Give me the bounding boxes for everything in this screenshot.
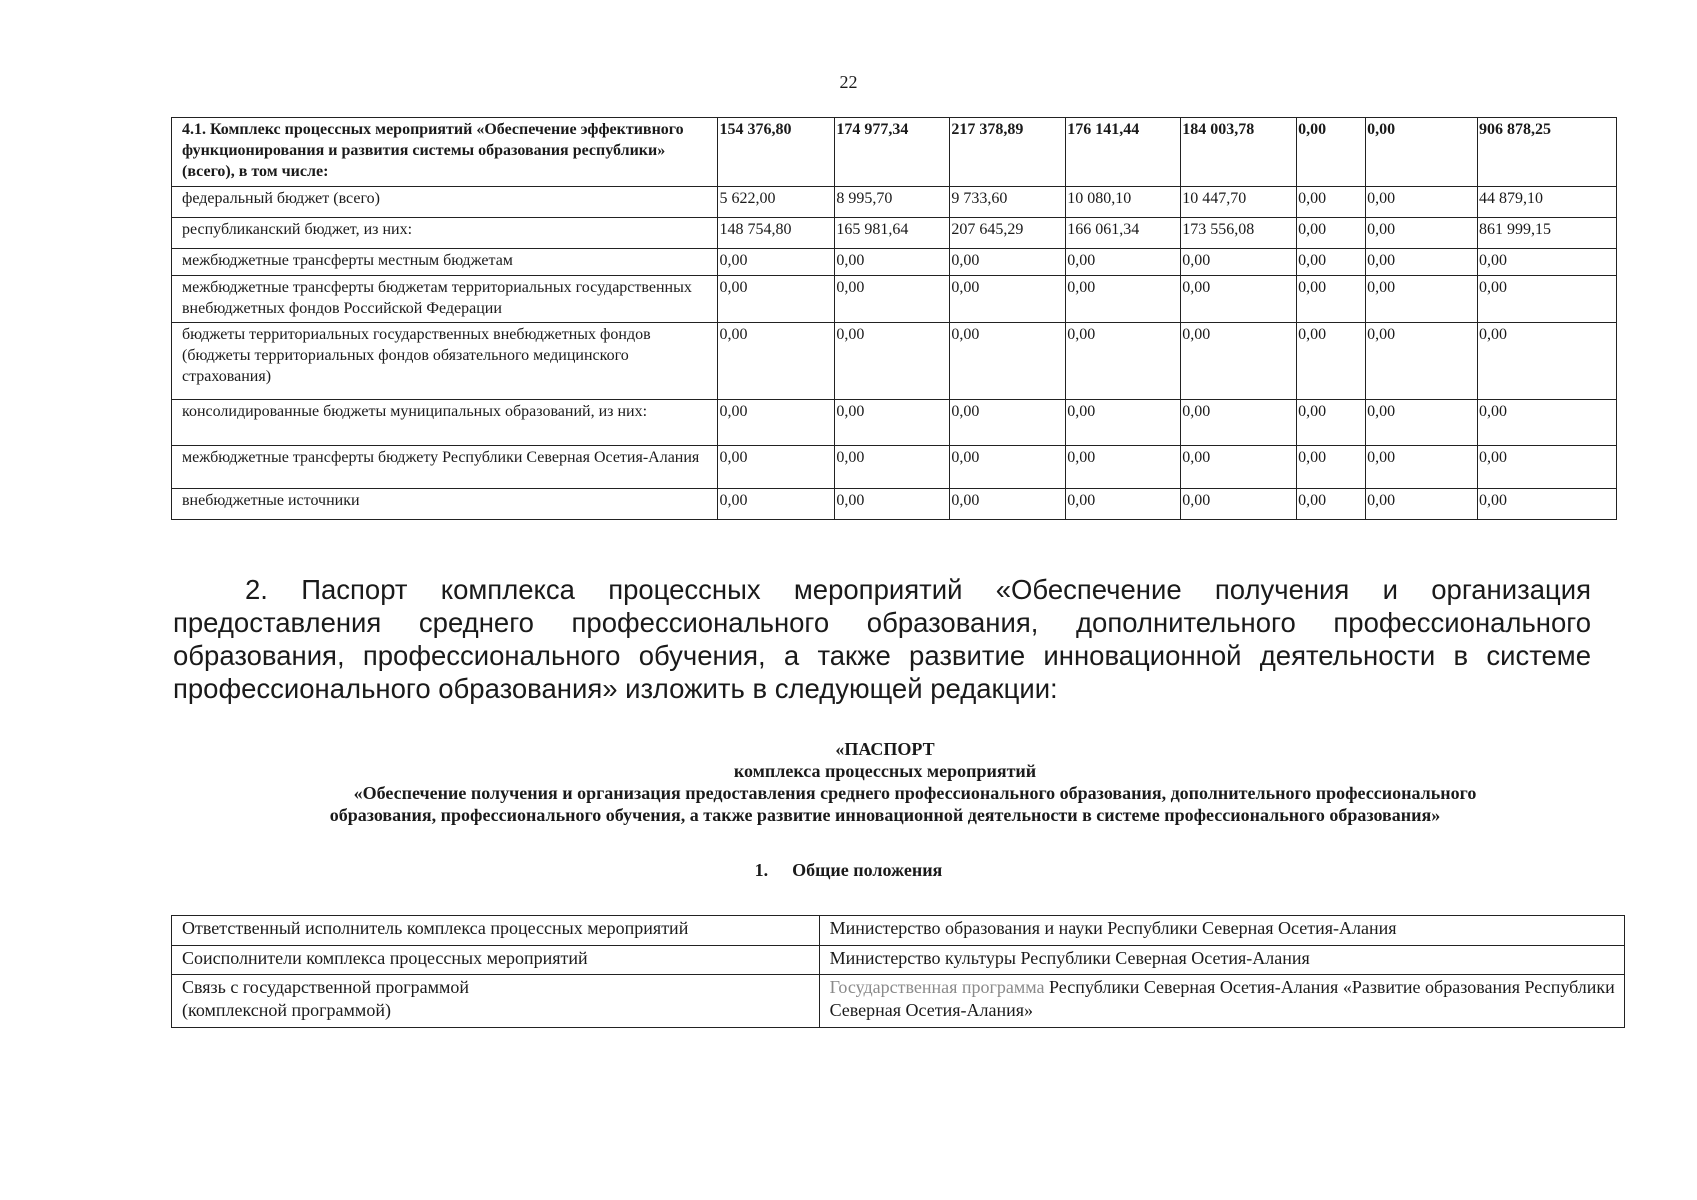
row-value	[819, 975, 1624, 1028]
row-value: 0,00	[950, 249, 1066, 276]
row-value: 0,00	[1066, 323, 1181, 400]
row-label: межбюджетные трансферты местным бюджетам	[172, 249, 718, 276]
table-row	[172, 400, 1617, 446]
row-value: 10 080,10	[1066, 187, 1181, 218]
row-value: 0,00	[950, 323, 1066, 400]
row-value: 906 878,25	[1478, 118, 1617, 187]
table-row	[172, 187, 1617, 218]
row-value: 0,00	[718, 446, 835, 489]
row-value: 0,00	[1297, 118, 1366, 187]
row-value: 0,00	[1181, 249, 1297, 276]
general-provisions-table	[171, 915, 1625, 1028]
row-label: внебюджетные источники	[172, 489, 718, 520]
section-title-text: Общие положения	[792, 860, 943, 880]
row-value: 154 376,80	[718, 118, 835, 187]
row-value: 0,00	[718, 489, 835, 520]
row-value: 8 995,70	[835, 187, 950, 218]
row-value: 0,00	[1297, 275, 1366, 323]
row-value: 0,00	[835, 489, 950, 520]
row-label: Соисполнители комплекса процессных мероприятий	[172, 946, 820, 975]
passport-name-line-2: образования, профессионального обучения, а также развитие инновационной деятельности в системе профессионального образования»	[329, 805, 1441, 825]
row-label: межбюджетные трансферты бюджету Республики Северная Осетия-Алания	[172, 446, 718, 489]
row-value: 0,00	[1366, 218, 1478, 249]
row-value: 0,00	[835, 275, 950, 323]
row-value: Министерство образования и науки Республики Северная Осетия-Алания	[819, 916, 1624, 946]
row-value: 148 754,80	[718, 218, 835, 249]
row-label: консолидированные бюджеты муниципальных образований, из них:	[172, 400, 718, 446]
row-value: Министерство культуры Республики Северная Осетия-Алания	[819, 946, 1624, 975]
row-value: 0,00	[1478, 249, 1617, 276]
row-value: 0,00	[1366, 118, 1478, 187]
row-value: 0,00	[1366, 275, 1478, 323]
row-value: 0,00	[1066, 275, 1181, 323]
program-link[interactable]: Государственная программа	[829, 977, 1045, 997]
row-value: 0,00	[1478, 446, 1617, 489]
row-value: 0,00	[835, 400, 950, 446]
row-value: 176 141,44	[1066, 118, 1181, 187]
row-label: межбюджетные трансферты бюджетам территориальных государственных внебюджетных фондов Российской Федерации	[172, 275, 718, 323]
row-value: 5 622,00	[718, 187, 835, 218]
row-value: 0,00	[1478, 323, 1617, 400]
row-value: 9 733,60	[950, 187, 1066, 218]
table-row	[172, 323, 1617, 400]
row-value-rest: Республики Северная Осетия-Алания «Развитие образования Республики Северная Осетия-Алания»	[829, 977, 1615, 1020]
row-value: 0,00	[950, 489, 1066, 520]
row-value: 0,00	[1181, 446, 1297, 489]
row-value: 0,00	[1297, 400, 1366, 446]
row-value: 0,00	[1478, 489, 1617, 520]
row-value: 0,00	[718, 249, 835, 276]
table-row	[172, 975, 1625, 1028]
row-value: 0,00	[1297, 218, 1366, 249]
table-row	[172, 218, 1617, 249]
row-value: 0,00	[835, 249, 950, 276]
row-value: 0,00	[718, 275, 835, 323]
row-value: 0,00	[835, 446, 950, 489]
row-value: 0,00	[1297, 489, 1366, 520]
passport-name-line-1: «Обеспечение получения и организация предоставления среднего профессионального образования, дополнительного профессионального	[353, 783, 1477, 803]
row-value: 0,00	[1066, 489, 1181, 520]
row-value: 0,00	[1181, 275, 1297, 323]
row-label: Ответственный исполнитель комплекса процессных мероприятий	[172, 916, 820, 946]
row-value: 44 879,10	[1478, 187, 1617, 218]
row-label: республиканский бюджет, из них:	[172, 218, 718, 249]
row-value: 0,00	[1366, 446, 1478, 489]
table-row	[172, 275, 1617, 323]
row-value: 0,00	[1297, 323, 1366, 400]
row-value: 0,00	[1297, 249, 1366, 276]
row-value: 166 061,34	[1066, 218, 1181, 249]
row-value: 0,00	[718, 400, 835, 446]
row-value: 0,00	[1181, 400, 1297, 446]
row-label-line-1: Связь с государственной программой	[182, 977, 470, 997]
row-value: 0,00	[950, 400, 1066, 446]
row-value: 0,00	[1366, 400, 1478, 446]
row-value: 0,00	[1478, 275, 1617, 323]
row-value: 0,00	[1066, 446, 1181, 489]
row-label	[172, 975, 820, 1028]
row-value: 174 977,34	[835, 118, 950, 187]
row-value: 0,00	[1297, 187, 1366, 218]
section-number: 1.	[754, 860, 769, 880]
passport-title: «ПАСПОРТ	[835, 739, 935, 759]
passport-subtitle: комплекса процессных мероприятий	[733, 761, 1037, 781]
row-value: 861 999,15	[1478, 218, 1617, 249]
row-value: 0,00	[835, 323, 950, 400]
row-label: бюджеты территориальных государственных внебюджетных фондов (бюджеты территориальных фондов обязательного медицинского страхования)	[172, 323, 718, 400]
row-value: 0,00	[950, 275, 1066, 323]
row-value: 217 378,89	[950, 118, 1066, 187]
row-value: 0,00	[1297, 446, 1366, 489]
intro-paragraph: 2. Паспорт комплекса процессных мероприятий «Обеспечение получения и организация предоставления среднего профессионального образования, дополнительного профессионального образования, профессионального обучения, а также развитие инновационной деятельности в системе профессионального образования» изложить в следующей редакции:	[173, 574, 1591, 704]
table-row	[172, 946, 1625, 975]
table-row	[172, 916, 1625, 946]
row-value: 184 003,78	[1181, 118, 1297, 187]
row-label: 4.1. Комплекс процессных мероприятий «Обеспечение эффективного функционирования и развития системы образования республики» (всего), в том числе:	[172, 118, 718, 187]
row-value: 0,00	[1066, 249, 1181, 276]
passport-heading	[200, 738, 1570, 826]
budget-table	[171, 117, 1617, 520]
row-value: 0,00	[1366, 323, 1478, 400]
row-value: 0,00	[1366, 249, 1478, 276]
table-row	[172, 118, 1617, 187]
table-row	[172, 249, 1617, 276]
row-value: 173 556,08	[1181, 218, 1297, 249]
row-value: 0,00	[1181, 323, 1297, 400]
row-value: 0,00	[718, 323, 835, 400]
section-title	[0, 860, 1697, 881]
row-value: 0,00	[1066, 400, 1181, 446]
row-value: 207 645,29	[950, 218, 1066, 249]
row-value: 0,00	[1478, 400, 1617, 446]
row-value: 0,00	[950, 446, 1066, 489]
row-value: 0,00	[1181, 489, 1297, 520]
row-value: 165 981,64	[835, 218, 950, 249]
row-label-line-2: (комплексной программой)	[182, 1000, 391, 1020]
table-row	[172, 489, 1617, 520]
table-row	[172, 446, 1617, 489]
row-value: 10 447,70	[1181, 187, 1297, 218]
row-label: федеральный бюджет (всего)	[172, 187, 718, 218]
page-number: 22	[839, 72, 858, 92]
row-value: 0,00	[1366, 187, 1478, 218]
row-value: 0,00	[1366, 489, 1478, 520]
